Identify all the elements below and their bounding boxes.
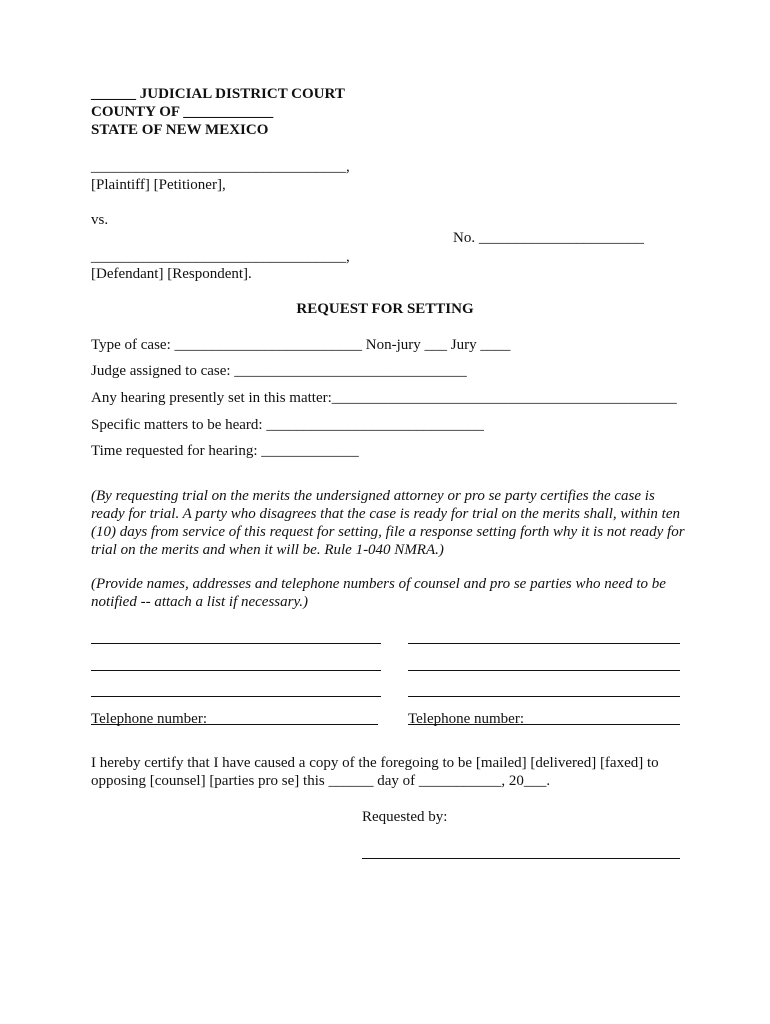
right-contact-line-3 [408,696,680,697]
signature-line [362,858,680,859]
state-line: STATE OF NEW MEXICO [91,122,269,138]
specific-matters-field: Specific matters to be heard: _____________________________ [91,417,484,433]
left-contact-line-2 [91,670,381,671]
right-contact-line-2 [408,670,680,671]
right-phone-label: Telephone number: [408,711,524,727]
certification-note: (By requesting trial on the merits the undersigned attorney or pro se party certifies the case is ready for trial. A party who disagrees that the case is ready for trial on the merits shall, within ten (10) days from service of this request for setting, file a response setting forth why it is not ready for trial on the merits and when it will be. Rule 1-040 NMRA.) [91,488,685,558]
plaintiff-blank: __________________________________, [91,159,350,175]
right-phone-line [408,724,680,725]
defendant-blank: __________________________________, [91,249,350,265]
left-phone-label: Telephone number: [91,711,207,727]
court-line: ______ JUDICIAL DISTRICT COURT [91,86,345,102]
right-contact-line-1 [408,643,680,644]
left-phone-line [91,724,378,725]
certify-line-1: I hereby certify that I have caused a copy of the foregoing to be [mailed] [delivered] [faxed] to [91,755,659,771]
requested-by-label: Requested by: [362,809,448,825]
time-requested-field: Time requested for hearing: _____________ [91,443,359,459]
versus-label: vs. [91,212,109,228]
county-line: COUNTY OF ____________ [91,104,274,120]
notify-note: (Provide names, addresses and telephone numbers of counsel and pro se parties who need to be notified -- attach a list if necessary.) [91,576,666,610]
judge-field: Judge assigned to case: _______________________________ [91,363,467,379]
hearing-set-field: Any hearing presently set in this matter:______________________________________________ [91,390,677,406]
left-contact-line-1 [91,643,381,644]
defendant-label: [Defendant] [Respondent]. [91,266,252,282]
document-title: REQUEST FOR SETTING [296,301,474,317]
certify-line-2: opposing [counsel] [parties pro se] this ______ day of ___________, 20___. [91,773,551,789]
plaintiff-label: [Plaintiff] [Petitioner], [91,177,226,193]
case-number: No. ______________________ [453,230,644,246]
left-contact-line-3 [91,696,381,697]
type-of-case-field: Type of case: _________________________ Non-jury ___ Jury ____ [91,337,511,353]
